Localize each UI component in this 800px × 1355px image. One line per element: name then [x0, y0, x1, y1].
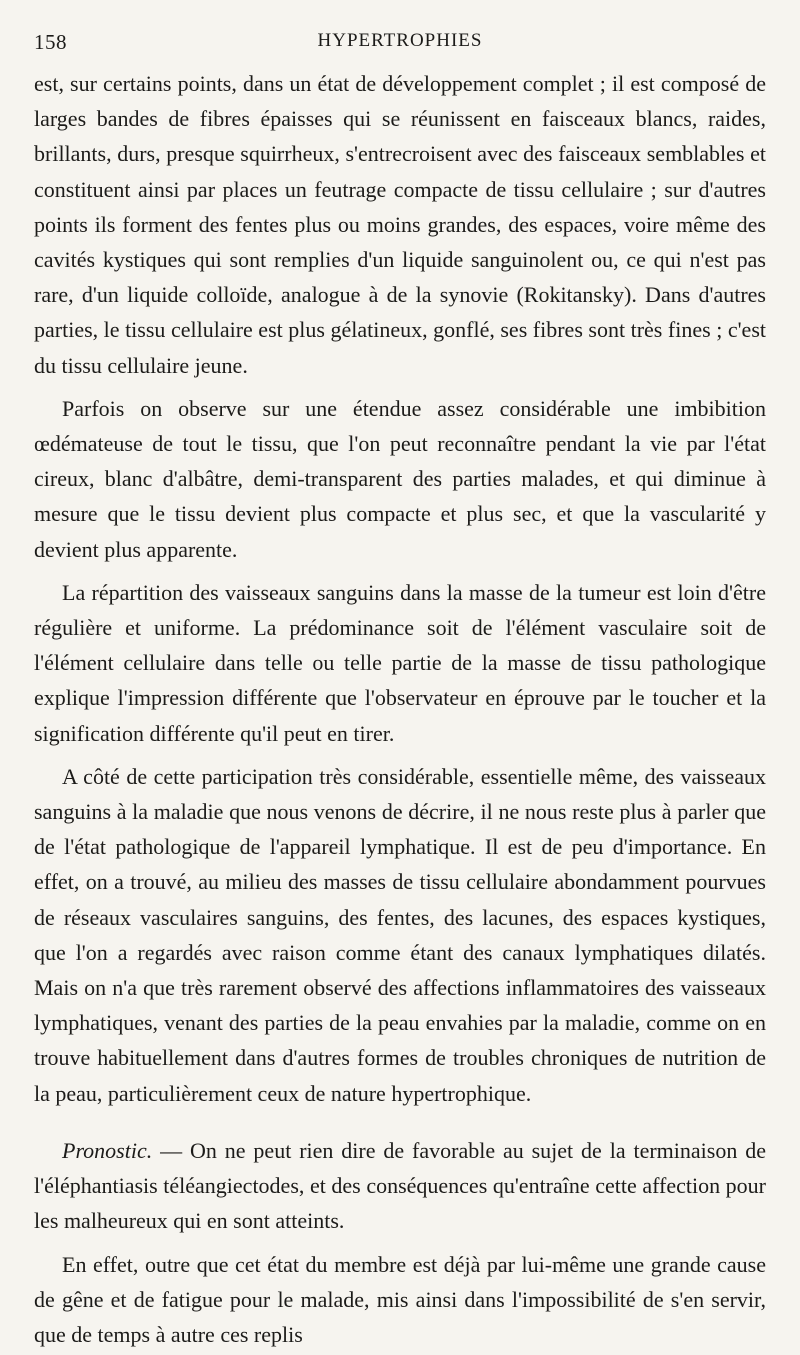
page-number: 158	[34, 30, 67, 54]
running-title: HYPERTROPHIES	[317, 30, 483, 51]
paragraph-1: est, sur certains points, dans un état de développement complet ; il est composé de larges bandes de fibres épaisses qui se réunissent en faisceaux blancs, raides, brillants, durs, presque squirrheux, s'entrecroisent avec des faisceaux semblables et constituent ainsi par places un feutrage compacte de tissu cellulaire ; sur d'autres points ils forment des fentes plus ou moins grandes, des espaces, voire même des cavités kystiques qui sont remplies d'un liquide sanguinolent ou, ce qui n'est pas rare, d'un liquide colloïde, analogue à de la synovie (Rokitansky). Dans d'autres parties, le tissu cellulaire est plus gélatineux, gonflé, ses fibres sont très fines ; c'est du tissu cellulaire jeune.	[34, 71, 766, 378]
pronostic-heading: Pronostic.	[62, 1137, 153, 1163]
paragraph-2: Parfois on observe sur une étendue assez considérable une imbibition œdémateuse de tout le tissu, que l'on peut reconnaître pendant la vie par l'état cireux, blanc d'albâtre, demi-transparent des parties malades, et qui diminue à mesure que le tissu devient plus compacte et plus sec, et que la vascularité y devient plus apparente.	[34, 395, 766, 562]
paragraph-last: En effet, outre que cet état du membre est déjà par lui-même une grande cause de gêne et de fatigue pour le malade, mis ainsi dans l'impossibilité de s'en servir, que de temps à autre ces replis	[34, 1251, 766, 1347]
paragraph-4: A côté de cette participation très considérable, essentielle même, des vaisseaux sanguins à la maladie que nous venons de décrire, il ne nous reste plus à parler que de l'état pathologique de l'appareil lymphatique. Il est de peu d'importance. En effet, on a trouvé, au milieu des masses de tissu cellulaire abondamment pourvues de réseaux vasculaires sanguins, des fentes, des lacunes, des espaces kystiques, que l'on a regardés avec raison comme étant des canaux lymphatiques dilatés. Mais on n'a que très rarement observé des affections inflammatoires des vaisseaux lymphatiques, venant des parties de la peau envahies par la maladie, comme on en trouve habituellement dans d'autres formes de troubles chroniques de nutrition de la peau, particulièrement ceux de nature hypertrophique.	[34, 763, 766, 1106]
pronostic-text: — On ne peut rien dire de favorable au sujet de la terminaison de l'éléphantiasis téléangiectodes, et des conséquences qu'entraîne cette affection pour les malheureux qui en sont atteints.	[34, 1137, 766, 1234]
paragraph-3: La répartition des vaisseaux sanguins dans la masse de la tumeur est loin d'être régulière et uniforme. La prédominance soit de l'élément vasculaire soit de l'élément cellulaire dans telle ou telle partie de la masse de tissu pathologique explique l'impression différente que l'observateur en éprouve par le toucher et la signification différente qu'il peut en tirer.	[34, 579, 766, 746]
body-text	[34, 66, 766, 1352]
running-header	[34, 30, 766, 60]
pronostic-paragraph	[34, 1133, 766, 1239]
